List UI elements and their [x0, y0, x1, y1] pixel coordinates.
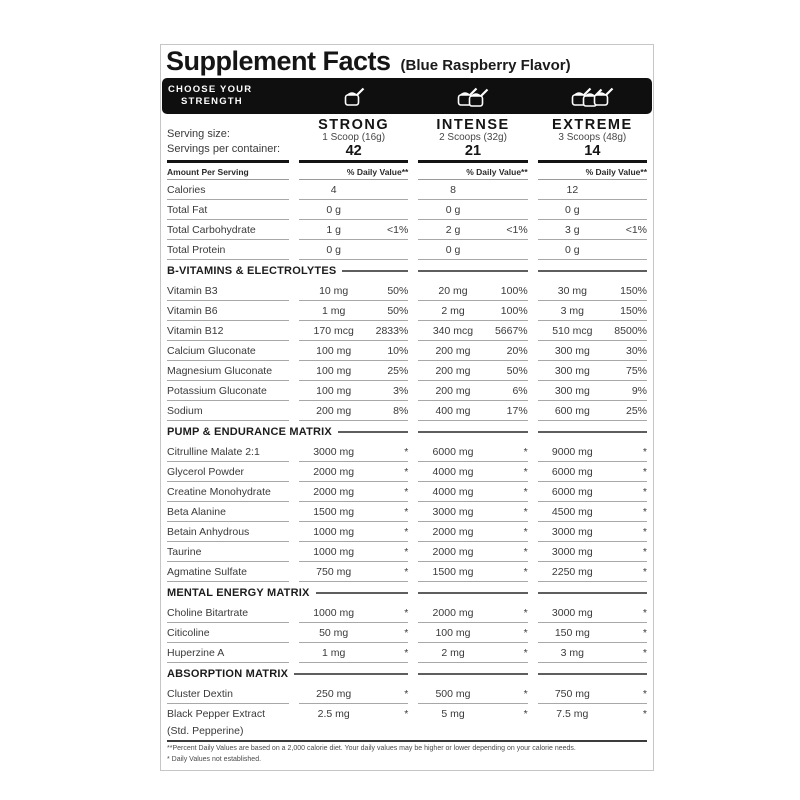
row-value-cell	[299, 220, 408, 240]
amount-value: 200 mg	[435, 364, 471, 377]
amount-value: 500 mg	[435, 687, 471, 700]
row-value-cell	[299, 603, 408, 623]
amount-value: 1500 mg	[432, 565, 474, 578]
amount-value: 8	[450, 183, 456, 196]
amount-value: 5 mg	[441, 707, 465, 720]
daily-value: *	[642, 545, 647, 558]
amount-value: 3000 mg	[551, 545, 593, 558]
row-value-cell	[418, 684, 527, 704]
row-value-cell	[538, 562, 647, 582]
amount-value: 30 mg	[557, 284, 587, 297]
row-value-cell	[538, 200, 647, 220]
row-value-cell	[299, 401, 408, 421]
amount-value: 0 g	[445, 243, 461, 256]
row-value-cell	[418, 603, 527, 623]
row-value-cell	[418, 240, 527, 260]
column-servings-count: 14	[584, 143, 601, 159]
row-value-cell	[418, 281, 527, 301]
row-label: Creatine Monohydrate	[167, 482, 289, 502]
amount-value: 200 mg	[435, 344, 471, 357]
daily-value-header: % Daily Value**	[418, 163, 527, 180]
daily-value: *	[642, 445, 647, 458]
row-value-cell	[418, 301, 527, 321]
row-label: Vitamin B6	[167, 301, 289, 321]
daily-value: 100%	[500, 304, 528, 317]
banner-line-2: STRENGTH	[181, 96, 243, 107]
amount-value: 300 mg	[554, 344, 590, 357]
amount-value: 2 g	[445, 223, 461, 236]
row-label: Taurine	[167, 542, 289, 562]
daily-value: *	[404, 565, 409, 578]
daily-value: *	[642, 626, 647, 639]
daily-value: *	[642, 606, 647, 619]
row-label: Glycerol Powder	[167, 462, 289, 482]
amount-value: 50 mg	[319, 626, 349, 639]
amount-value: 250 mg	[316, 687, 352, 700]
daily-value: 3%	[393, 384, 409, 397]
row-label: Vitamin B12	[167, 321, 289, 341]
daily-value: 100%	[500, 284, 528, 297]
amount-value: 3 g	[565, 223, 580, 236]
banner-line-1: CHOOSE YOUR	[168, 83, 253, 95]
daily-value: *	[642, 707, 647, 720]
column-scoop-size: 3 Scoops (48g)	[558, 132, 627, 143]
daily-value: 50%	[387, 284, 409, 297]
daily-value: *	[642, 525, 647, 538]
row-label: Cluster Dextin	[167, 684, 289, 704]
section-heading	[167, 421, 408, 442]
daily-value: 6%	[512, 384, 528, 397]
daily-value: 10%	[387, 344, 409, 357]
daily-value: *	[523, 626, 528, 639]
amount-value: 1 g	[326, 223, 341, 236]
amount-value: 4000 mg	[432, 465, 474, 478]
amount-value: 300 mg	[554, 384, 590, 397]
flavor-label: (Blue Raspberry Flavor)	[400, 57, 571, 74]
amount-value: 6000 mg	[551, 465, 593, 478]
row-value-cell	[299, 482, 408, 502]
amount-value: 1000 mg	[313, 606, 355, 619]
amount-value: 0 g	[565, 243, 580, 256]
serving-labels	[167, 127, 289, 163]
row-value-cell	[418, 220, 527, 240]
daily-value: *	[642, 485, 647, 498]
daily-value-header: % Daily Value**	[538, 163, 647, 180]
amount-value: 150 mg	[554, 626, 590, 639]
daily-value: *	[523, 565, 528, 578]
page-title: Supplement Facts	[166, 46, 391, 76]
daily-value: 2833%	[375, 324, 409, 337]
column-servings-count: 42	[345, 143, 362, 159]
footnotes	[167, 740, 647, 768]
row-value-cell	[299, 542, 408, 562]
row-label: Calories	[167, 180, 289, 200]
serving-header	[161, 114, 653, 163]
daily-value: *	[523, 646, 528, 659]
section-leader-line	[342, 270, 408, 272]
row-value-cell	[538, 542, 647, 562]
scoop-icon-slot-2	[419, 85, 528, 108]
daily-value: *	[404, 545, 409, 558]
row-value-cell	[538, 321, 647, 341]
amount-value: 2000 mg	[432, 525, 474, 538]
daily-value: *	[404, 687, 409, 700]
row-label: Total Protein	[167, 240, 289, 260]
daily-value: *	[523, 445, 528, 458]
amount-value: 200 mg	[435, 384, 471, 397]
row-value-cell	[299, 281, 408, 301]
row-value-cell	[299, 180, 408, 200]
servings-per-container-label: Servings per container:	[167, 143, 281, 156]
amount-value: 9000 mg	[551, 445, 593, 458]
row-label: Vitamin B3	[167, 281, 289, 301]
section-line	[538, 421, 647, 442]
row-value-cell	[538, 220, 647, 240]
daily-value: 30%	[625, 344, 647, 357]
daily-value: 50%	[506, 364, 528, 377]
amount-value: 2000 mg	[432, 545, 474, 558]
row-label: Magnesium Gluconate	[167, 361, 289, 381]
amount-value: 3 mg	[560, 304, 584, 317]
serving-column-intense	[418, 117, 527, 163]
row-label: Huperzine A	[167, 643, 289, 663]
amount-value: 510 mcg	[552, 324, 593, 337]
row-value-cell	[418, 321, 527, 341]
amount-value: 2000 mg	[313, 465, 355, 478]
daily-value: *	[642, 565, 647, 578]
section-heading	[167, 582, 408, 603]
row-value-cell	[418, 381, 527, 401]
serving-column-strong	[299, 117, 408, 163]
section-heading	[167, 663, 408, 684]
amount-value: 750 mg	[554, 687, 590, 700]
amount-value: 3000 mg	[551, 606, 593, 619]
amount-value: 170 mcg	[313, 324, 354, 337]
amount-value: 3000 mg	[551, 525, 593, 538]
row-value-cell	[538, 643, 647, 663]
amount-value: 0 g	[326, 203, 341, 216]
row-value-cell	[538, 603, 647, 623]
daily-value: 17%	[506, 404, 528, 417]
row-label: Black Pepper Extract	[167, 707, 266, 720]
row-value-cell	[299, 200, 408, 220]
amount-value: 3000 mg	[432, 505, 474, 518]
row-label: Sodium	[167, 401, 289, 421]
row-value-cell	[538, 462, 647, 482]
section-leader-line	[316, 592, 409, 594]
row-sub-spacer	[418, 723, 527, 739]
row-value-cell	[299, 442, 408, 462]
daily-value: *	[404, 465, 409, 478]
column-name: INTENSE	[436, 117, 510, 133]
scoop-icon	[455, 85, 490, 108]
amount-value: 2 mg	[441, 304, 465, 317]
row-value-cell	[538, 502, 647, 522]
daily-value: *	[404, 445, 409, 458]
row-value-cell	[299, 502, 408, 522]
row-label: Potassium Gluconate	[167, 381, 289, 401]
section-line	[418, 582, 527, 603]
amount-value: 2.5 mg	[317, 707, 350, 720]
row-value-cell	[418, 482, 527, 502]
column-servings-count: 21	[464, 143, 482, 159]
amount-value: 100 mg	[316, 344, 352, 357]
amount-value: 100 mg	[435, 626, 471, 639]
banner-text	[168, 84, 290, 109]
row-value-cell	[418, 704, 527, 723]
row-value-cell	[299, 361, 408, 381]
row-value-cell	[418, 623, 527, 643]
section-heading-label: B-VITAMINS & ELECTROLYTES	[167, 264, 337, 277]
title-bar	[161, 45, 653, 78]
row-value-cell	[538, 401, 647, 421]
daily-value: *	[404, 626, 409, 639]
amount-value: 300 mg	[554, 364, 590, 377]
row-value-cell	[538, 704, 647, 723]
scoop-icon	[569, 85, 615, 108]
daily-value: <1%	[625, 223, 647, 236]
amount-value: 2250 mg	[551, 565, 593, 578]
amount-value: 3 mg	[560, 646, 584, 659]
section-heading-label: MENTAL ENERGY MATRIX	[167, 586, 310, 599]
row-value-cell	[299, 240, 408, 260]
amount-value: 2 mg	[441, 646, 465, 659]
row-value-cell	[299, 381, 408, 401]
row-value-cell	[299, 321, 408, 341]
section-heading	[167, 260, 408, 281]
amount-value: 340 mcg	[432, 324, 474, 337]
row-value-cell	[418, 462, 527, 482]
scoop-icon	[342, 85, 366, 108]
row-value-cell	[418, 442, 527, 462]
row-value-cell	[418, 522, 527, 542]
daily-value: *	[404, 606, 409, 619]
strength-banner	[162, 78, 652, 114]
daily-value: *	[523, 545, 528, 558]
amount-value: 0 g	[326, 243, 341, 256]
daily-value: *	[523, 525, 528, 538]
row-value-cell	[299, 562, 408, 582]
amount-value: 1000 mg	[313, 525, 355, 538]
amount-value: 20 mg	[438, 284, 468, 297]
row-label: Citicoline	[167, 623, 289, 643]
amount-value: 4000 mg	[432, 485, 474, 498]
row-label: Calcium Gluconate	[167, 341, 289, 361]
daily-value: 5667%	[494, 324, 528, 337]
amount-value: 6000 mg	[432, 445, 474, 458]
amount-value: 100 mg	[316, 384, 352, 397]
daily-value: *	[523, 485, 528, 498]
row-label: Total Carbohydrate	[167, 220, 289, 240]
amount-value: 1 mg	[321, 646, 346, 659]
amount-value: 3000 mg	[313, 445, 355, 458]
row-value-cell	[538, 442, 647, 462]
row-value-cell	[538, 240, 647, 260]
amount-value: 750 mg	[316, 565, 352, 578]
row-value-cell	[418, 180, 527, 200]
amount-value: 10 mg	[319, 284, 349, 297]
amount-value: 0 g	[445, 203, 461, 216]
daily-value: 75%	[625, 364, 647, 377]
row-value-cell	[299, 301, 408, 321]
amount-value: 200 mg	[316, 404, 352, 417]
column-scoop-size: 1 Scoop (16g)	[322, 132, 386, 143]
daily-value: *	[642, 465, 647, 478]
daily-value: *	[404, 646, 409, 659]
amount-value: 1 mg	[321, 304, 346, 317]
amount-value: 1500 mg	[313, 505, 355, 518]
row-value-cell	[418, 502, 527, 522]
section-heading-label: ABSORPTION MATRIX	[167, 667, 289, 680]
amount-value: 6000 mg	[551, 485, 593, 498]
daily-value: 150%	[620, 284, 647, 297]
daily-value: 25%	[625, 404, 647, 417]
daily-value: *	[642, 687, 647, 700]
row-label: Betain Anhydrous	[167, 522, 289, 542]
daily-value: <1%	[387, 223, 409, 236]
daily-value-header: % Daily Value**	[299, 163, 408, 180]
daily-value: *	[523, 707, 528, 720]
daily-value: 150%	[620, 304, 647, 317]
row-value-cell	[538, 301, 647, 321]
row-label: Agmatine Sulfate	[167, 562, 289, 582]
scoop-icon-slot-1	[300, 85, 409, 108]
facts-table	[161, 163, 653, 739]
daily-value: *	[523, 687, 528, 700]
row-value-cell	[299, 462, 408, 482]
row-sub-label: (Std. Pepperine)	[167, 725, 244, 737]
amount-value: 12	[566, 183, 579, 196]
row-value-cell	[418, 401, 527, 421]
serving-column-extreme	[538, 117, 647, 163]
amount-value: 4500 mg	[551, 505, 593, 518]
row-value-cell	[538, 281, 647, 301]
row-value-cell	[538, 623, 647, 643]
amount-value: 0 g	[565, 203, 580, 216]
section-line	[538, 260, 647, 281]
daily-value: *	[523, 465, 528, 478]
amount-value: 400 mg	[435, 404, 471, 417]
row-label: Choline Bitartrate	[167, 603, 289, 623]
section-leader-line	[338, 431, 408, 433]
row-value-cell	[538, 684, 647, 704]
row-sub-spacer	[299, 723, 408, 739]
row-label: Total Fat	[167, 200, 289, 220]
row-label: Citrulline Malate 2:1	[167, 442, 289, 462]
daily-value: *	[523, 505, 528, 518]
daily-value: 20%	[506, 344, 528, 357]
row-value-cell	[299, 623, 408, 643]
daily-value: *	[642, 646, 647, 659]
row-value-cell	[538, 361, 647, 381]
serving-size-label: Serving size:	[167, 128, 230, 141]
section-line	[418, 421, 527, 442]
daily-value: *	[404, 707, 409, 720]
row-value-cell	[418, 562, 527, 582]
row-value-cell	[299, 341, 408, 361]
row-value-cell	[299, 704, 408, 723]
section-line	[538, 582, 647, 603]
amount-value: 2000 mg	[432, 606, 474, 619]
section-line	[418, 663, 527, 684]
amount-value: 2000 mg	[313, 485, 355, 498]
daily-value: 9%	[631, 384, 647, 397]
row-sub-spacer	[538, 723, 647, 739]
row-value-cell	[418, 361, 527, 381]
daily-value: *	[523, 606, 528, 619]
amount-value: 600 mg	[554, 404, 590, 417]
daily-value: 8%	[393, 404, 409, 417]
row-label: Beta Alanine	[167, 502, 289, 522]
column-scoop-size: 2 Scoops (32g)	[439, 132, 507, 143]
daily-value: *	[642, 505, 647, 518]
daily-value: 25%	[387, 364, 409, 377]
footnote-text: * Daily Values not established.	[167, 755, 262, 763]
section-line	[418, 260, 527, 281]
row-value-cell	[299, 684, 408, 704]
row-value-cell	[538, 341, 647, 361]
daily-value: 50%	[387, 304, 409, 317]
section-line	[538, 663, 647, 684]
row-value-cell	[418, 341, 527, 361]
row-value-cell	[418, 200, 527, 220]
row-value-cell	[299, 522, 408, 542]
section-leader-line	[294, 673, 408, 675]
row-value-cell	[538, 381, 647, 401]
amount-value: 7.5 mg	[556, 707, 589, 720]
daily-value: *	[404, 485, 409, 498]
scoop-icon-slot-3	[537, 85, 646, 108]
amount-value: 1000 mg	[313, 545, 355, 558]
column-name: STRONG	[318, 117, 390, 133]
supplement-facts-label	[160, 44, 654, 771]
row-value-cell	[299, 643, 408, 663]
column-name: EXTREME	[552, 117, 633, 133]
amount-value: 4	[330, 183, 337, 196]
daily-value: 8500%	[614, 324, 647, 337]
footnote-text: **Percent Daily Values are based on a 2,000 calorie diet. Your daily values may be higher or lower depending on your calorie needs.	[167, 745, 576, 752]
amount-per-serving-header: Amount Per Serving	[167, 163, 289, 180]
daily-value: *	[404, 505, 409, 518]
section-heading-label: PUMP & ENDURANCE MATRIX	[167, 425, 332, 438]
row-value-cell	[418, 542, 527, 562]
row-value-cell	[538, 482, 647, 502]
row-value-cell	[538, 522, 647, 542]
row-value-cell	[538, 180, 647, 200]
daily-value: <1%	[506, 223, 528, 236]
daily-value: *	[404, 525, 409, 538]
amount-value: 100 mg	[316, 364, 352, 377]
row-value-cell	[418, 643, 527, 663]
